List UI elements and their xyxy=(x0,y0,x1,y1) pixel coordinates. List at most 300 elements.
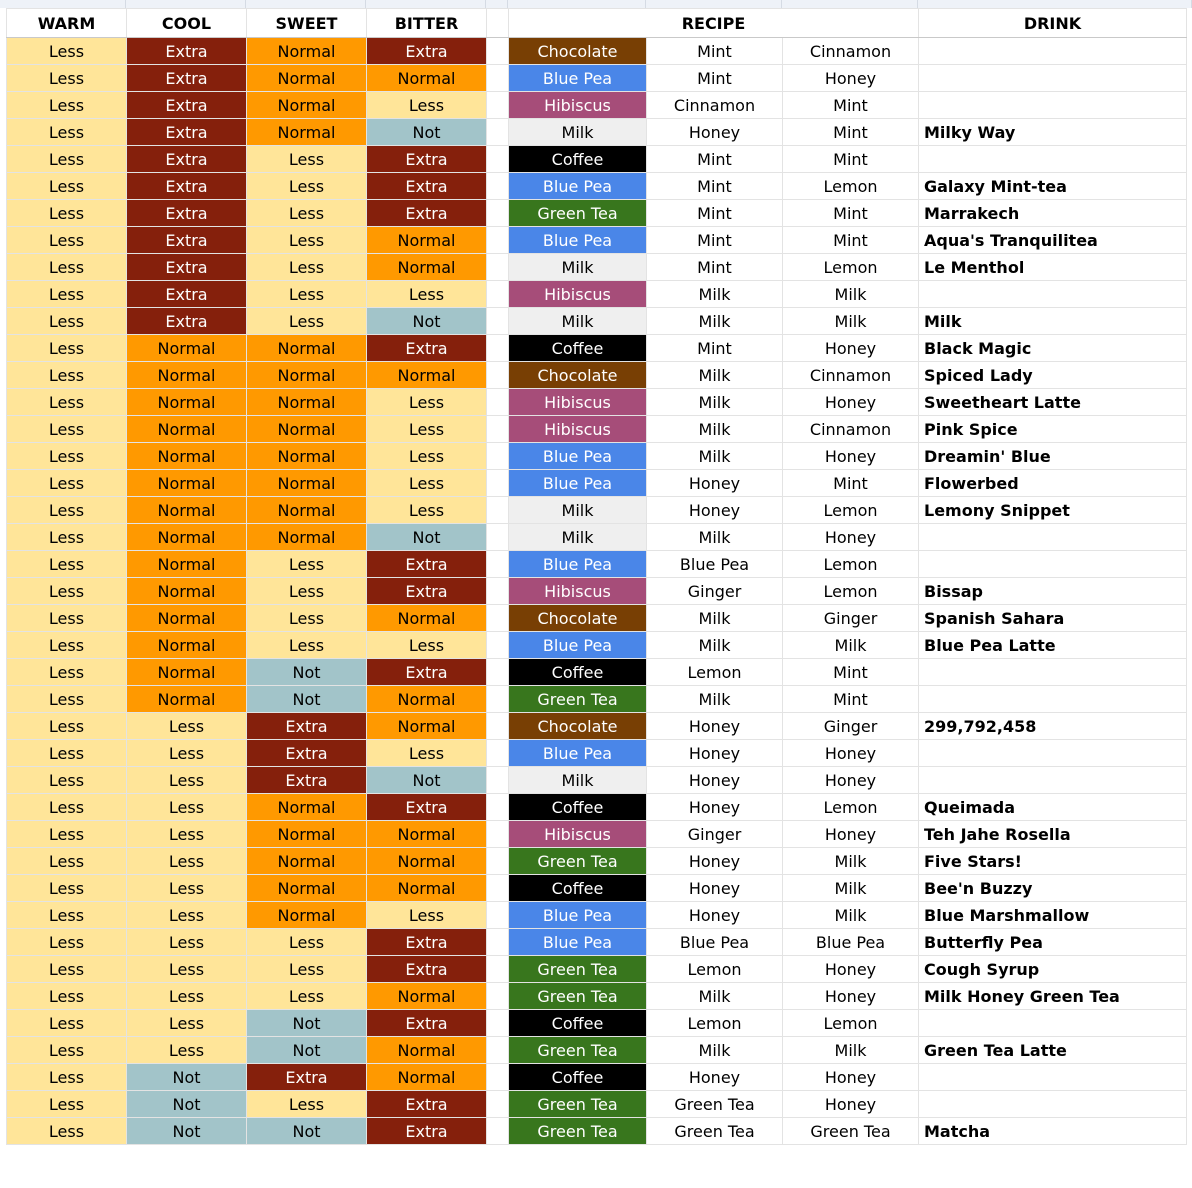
sweet-cell[interactable]: Normal xyxy=(247,821,367,848)
warm-cell[interactable]: Less xyxy=(7,605,127,632)
bitter-cell[interactable]: Normal xyxy=(367,65,487,92)
warm-cell[interactable]: Less xyxy=(7,713,127,740)
warm-cell[interactable]: Less xyxy=(7,902,127,929)
spacer-cell[interactable] xyxy=(487,470,509,497)
drink-name-cell[interactable]: Pink Spice xyxy=(919,416,1187,443)
cool-cell[interactable]: Normal xyxy=(127,416,247,443)
spacer-cell[interactable] xyxy=(487,38,509,65)
spacer-cell[interactable] xyxy=(487,362,509,389)
ingredient-1-cell[interactable]: Mint xyxy=(647,335,783,362)
drink-name-cell[interactable] xyxy=(919,551,1187,578)
sweet-cell[interactable]: Normal xyxy=(247,497,367,524)
ingredient-1-cell[interactable]: Honey xyxy=(647,1064,783,1091)
ingredient-2-cell[interactable]: Ginger xyxy=(783,605,919,632)
spacer-cell[interactable] xyxy=(487,605,509,632)
base-ingredient-cell[interactable]: Blue Pea xyxy=(509,632,647,659)
bitter-cell[interactable]: Less xyxy=(367,902,487,929)
ingredient-2-cell[interactable]: Mint xyxy=(783,92,919,119)
spacer-cell[interactable] xyxy=(487,497,509,524)
drink-name-cell[interactable]: Sweetheart Latte xyxy=(919,389,1187,416)
base-ingredient-cell[interactable]: Milk xyxy=(509,254,647,281)
cool-cell[interactable]: Extra xyxy=(127,254,247,281)
ingredient-2-cell[interactable]: Honey xyxy=(783,524,919,551)
drink-name-cell[interactable] xyxy=(919,1064,1187,1091)
bitter-cell[interactable]: Not xyxy=(367,119,487,146)
warm-cell[interactable]: Less xyxy=(7,632,127,659)
base-ingredient-cell[interactable]: Blue Pea xyxy=(509,740,647,767)
ingredient-1-cell[interactable]: Milk xyxy=(647,416,783,443)
bitter-cell[interactable]: Normal xyxy=(367,713,487,740)
ingredient-1-cell[interactable]: Blue Pea xyxy=(647,551,783,578)
cool-cell[interactable]: Normal xyxy=(127,659,247,686)
ingredient-2-cell[interactable]: Mint xyxy=(783,200,919,227)
ingredient-2-cell[interactable]: Cinnamon xyxy=(783,38,919,65)
cool-cell[interactable]: Extra xyxy=(127,65,247,92)
spacer-cell[interactable] xyxy=(487,146,509,173)
cool-cell[interactable]: Less xyxy=(127,983,247,1010)
sweet-cell[interactable]: Normal xyxy=(247,875,367,902)
bitter-cell[interactable]: Less xyxy=(367,416,487,443)
spacer-cell[interactable] xyxy=(487,821,509,848)
bitter-cell[interactable]: Normal xyxy=(367,848,487,875)
ingredient-1-cell[interactable]: Lemon xyxy=(647,1010,783,1037)
ingredient-2-cell[interactable]: Milk xyxy=(783,848,919,875)
warm-cell[interactable]: Less xyxy=(7,92,127,119)
ingredient-1-cell[interactable]: Milk xyxy=(647,281,783,308)
ingredient-2-cell[interactable]: Lemon xyxy=(783,173,919,200)
cool-cell[interactable]: Extra xyxy=(127,173,247,200)
drink-name-cell[interactable]: Teh Jahe Rosella xyxy=(919,821,1187,848)
ingredient-1-cell[interactable]: Honey xyxy=(647,119,783,146)
column-header-cool-col[interactable] xyxy=(126,0,246,8)
drink-name-cell[interactable]: Cough Syrup xyxy=(919,956,1187,983)
spacer-cell[interactable] xyxy=(487,956,509,983)
bitter-cell[interactable]: Less xyxy=(367,632,487,659)
cool-cell[interactable]: Normal xyxy=(127,389,247,416)
base-ingredient-cell[interactable]: Chocolate xyxy=(509,713,647,740)
base-ingredient-cell[interactable]: Coffee xyxy=(509,794,647,821)
sweet-cell[interactable]: Less xyxy=(247,1091,367,1118)
ingredient-1-cell[interactable]: Honey xyxy=(647,794,783,821)
cool-cell[interactable]: Less xyxy=(127,767,247,794)
sweet-cell[interactable]: Not xyxy=(247,686,367,713)
sweet-cell[interactable]: Normal xyxy=(247,524,367,551)
sweet-cell[interactable]: Less xyxy=(247,929,367,956)
spacer-cell[interactable] xyxy=(487,902,509,929)
cool-cell[interactable]: Less xyxy=(127,794,247,821)
ingredient-1-cell[interactable]: Mint xyxy=(647,65,783,92)
sweet-cell[interactable]: Less xyxy=(247,551,367,578)
cool-cell[interactable]: Not xyxy=(127,1064,247,1091)
base-ingredient-cell[interactable]: Hibiscus xyxy=(509,281,647,308)
drink-name-cell[interactable]: Spiced Lady xyxy=(919,362,1187,389)
cool-cell[interactable]: Normal xyxy=(127,524,247,551)
drink-name-cell[interactable]: Bissap xyxy=(919,578,1187,605)
spacer-cell[interactable] xyxy=(487,740,509,767)
sweet-cell[interactable]: Normal xyxy=(247,389,367,416)
base-ingredient-cell[interactable]: Blue Pea xyxy=(509,173,647,200)
warm-cell[interactable]: Less xyxy=(7,1037,127,1064)
cool-cell[interactable]: Extra xyxy=(127,92,247,119)
cool-cell[interactable]: Normal xyxy=(127,497,247,524)
sweet-cell[interactable]: Extra xyxy=(247,1064,367,1091)
ingredient-1-cell[interactable]: Milk xyxy=(647,362,783,389)
sweet-cell[interactable]: Less xyxy=(247,983,367,1010)
ingredient-1-cell[interactable]: Milk xyxy=(647,308,783,335)
bitter-cell[interactable]: Less xyxy=(367,92,487,119)
bitter-cell[interactable]: Extra xyxy=(367,956,487,983)
ingredient-2-cell[interactable]: Honey xyxy=(783,956,919,983)
spacer-cell[interactable] xyxy=(487,227,509,254)
bitter-cell[interactable]: Normal xyxy=(367,875,487,902)
spacer-cell[interactable] xyxy=(487,1118,509,1145)
column-header-base-col[interactable] xyxy=(508,0,646,8)
ingredient-1-cell[interactable]: Cinnamon xyxy=(647,92,783,119)
warm-cell[interactable]: Less xyxy=(7,443,127,470)
drink-name-cell[interactable] xyxy=(919,524,1187,551)
drink-name-cell[interactable]: Black Magic xyxy=(919,335,1187,362)
sweet-cell[interactable]: Normal xyxy=(247,362,367,389)
ingredient-1-cell[interactable]: Mint xyxy=(647,173,783,200)
drink-name-cell[interactable]: Milky Way xyxy=(919,119,1187,146)
spacer-cell[interactable] xyxy=(487,632,509,659)
ingredient-2-cell[interactable]: Honey xyxy=(783,65,919,92)
bitter-cell[interactable]: Normal xyxy=(367,362,487,389)
warm-cell[interactable]: Less xyxy=(7,551,127,578)
warm-cell[interactable]: Less xyxy=(7,254,127,281)
warm-cell[interactable]: Less xyxy=(7,659,127,686)
sweet-cell[interactable]: Extra xyxy=(247,767,367,794)
ingredient-1-cell[interactable]: Honey xyxy=(647,902,783,929)
bitter-cell[interactable]: Not xyxy=(367,767,487,794)
bitter-cell[interactable]: Less xyxy=(367,470,487,497)
ingredient-2-cell[interactable]: Lemon xyxy=(783,551,919,578)
sweet-cell[interactable]: Less xyxy=(247,173,367,200)
bitter-cell[interactable]: Less xyxy=(367,389,487,416)
warm-cell[interactable]: Less xyxy=(7,578,127,605)
bitter-cell[interactable]: Extra xyxy=(367,146,487,173)
base-ingredient-cell[interactable]: Green Tea xyxy=(509,956,647,983)
spacer-cell[interactable] xyxy=(487,983,509,1010)
spacer-cell[interactable] xyxy=(487,524,509,551)
column-header-sweet-col[interactable] xyxy=(246,0,366,8)
spacer-cell[interactable] xyxy=(487,659,509,686)
sweet-cell[interactable]: Extra xyxy=(247,740,367,767)
drink-name-cell[interactable]: Milk xyxy=(919,308,1187,335)
warm-cell[interactable]: Less xyxy=(7,200,127,227)
sweet-cell[interactable]: Normal xyxy=(247,65,367,92)
sweet-cell[interactable]: Not xyxy=(247,659,367,686)
cool-cell[interactable]: Extra xyxy=(127,119,247,146)
sweet-cell[interactable]: Extra xyxy=(247,713,367,740)
bitter-cell[interactable]: Extra xyxy=(367,794,487,821)
cool-cell[interactable]: Normal xyxy=(127,605,247,632)
column-header-spacer-col[interactable] xyxy=(486,0,508,8)
ingredient-1-cell[interactable]: Honey xyxy=(647,470,783,497)
cool-cell[interactable]: Extra xyxy=(127,227,247,254)
ingredient-1-cell[interactable]: Ginger xyxy=(647,578,783,605)
spacer-cell[interactable] xyxy=(487,1091,509,1118)
sweet-cell[interactable]: Less xyxy=(247,578,367,605)
header-drink[interactable]: DRINK xyxy=(919,9,1187,38)
sweet-cell[interactable]: Not xyxy=(247,1010,367,1037)
warm-cell[interactable]: Less xyxy=(7,119,127,146)
warm-cell[interactable]: Less xyxy=(7,1010,127,1037)
spacer-cell[interactable] xyxy=(487,335,509,362)
base-ingredient-cell[interactable]: Hibiscus xyxy=(509,821,647,848)
bitter-cell[interactable]: Extra xyxy=(367,1091,487,1118)
spacer-cell[interactable] xyxy=(487,1064,509,1091)
spacer-cell[interactable] xyxy=(487,1010,509,1037)
ingredient-2-cell[interactable]: Honey xyxy=(783,1091,919,1118)
ingredient-1-cell[interactable]: Mint xyxy=(647,38,783,65)
warm-cell[interactable]: Less xyxy=(7,146,127,173)
base-ingredient-cell[interactable]: Milk xyxy=(509,308,647,335)
drink-name-cell[interactable]: Aqua's Tranquilitea xyxy=(919,227,1187,254)
base-ingredient-cell[interactable]: Blue Pea xyxy=(509,227,647,254)
cool-cell[interactable]: Not xyxy=(127,1091,247,1118)
bitter-cell[interactable]: Normal xyxy=(367,686,487,713)
ingredient-2-cell[interactable]: Mint xyxy=(783,470,919,497)
cool-cell[interactable]: Normal xyxy=(127,470,247,497)
sweet-cell[interactable]: Less xyxy=(247,254,367,281)
spacer-cell[interactable] xyxy=(487,308,509,335)
header-spacer[interactable] xyxy=(487,9,509,38)
drink-name-cell[interactable]: Five Stars! xyxy=(919,848,1187,875)
column-header-ing2-col[interactable] xyxy=(782,0,918,8)
warm-cell[interactable]: Less xyxy=(7,794,127,821)
column-header-warm-col[interactable] xyxy=(0,0,126,8)
sweet-cell[interactable]: Normal xyxy=(247,794,367,821)
ingredient-1-cell[interactable]: Honey xyxy=(647,875,783,902)
ingredient-1-cell[interactable]: Milk xyxy=(647,389,783,416)
warm-cell[interactable]: Less xyxy=(7,227,127,254)
ingredient-1-cell[interactable]: Mint xyxy=(647,227,783,254)
spacer-cell[interactable] xyxy=(487,65,509,92)
ingredient-2-cell[interactable]: Ginger xyxy=(783,713,919,740)
ingredient-2-cell[interactable]: Milk xyxy=(783,1037,919,1064)
drink-name-cell[interactable]: Queimada xyxy=(919,794,1187,821)
base-ingredient-cell[interactable]: Blue Pea xyxy=(509,551,647,578)
sweet-cell[interactable]: Not xyxy=(247,1037,367,1064)
cool-cell[interactable]: Normal xyxy=(127,578,247,605)
ingredient-1-cell[interactable]: Lemon xyxy=(647,956,783,983)
ingredient-1-cell[interactable]: Milk xyxy=(647,1037,783,1064)
drink-name-cell[interactable] xyxy=(919,65,1187,92)
spacer-cell[interactable] xyxy=(487,92,509,119)
bitter-cell[interactable]: Not xyxy=(367,308,487,335)
warm-cell[interactable]: Less xyxy=(7,1091,127,1118)
warm-cell[interactable]: Less xyxy=(7,740,127,767)
sweet-cell[interactable]: Less xyxy=(247,956,367,983)
bitter-cell[interactable]: Extra xyxy=(367,173,487,200)
ingredient-2-cell[interactable]: Lemon xyxy=(783,578,919,605)
ingredient-2-cell[interactable]: Milk xyxy=(783,632,919,659)
spacer-cell[interactable] xyxy=(487,578,509,605)
bitter-cell[interactable]: Extra xyxy=(367,659,487,686)
ingredient-2-cell[interactable]: Mint xyxy=(783,227,919,254)
drink-name-cell[interactable] xyxy=(919,740,1187,767)
drink-name-cell[interactable] xyxy=(919,146,1187,173)
sweet-cell[interactable]: Less xyxy=(247,281,367,308)
sweet-cell[interactable]: Less xyxy=(247,605,367,632)
sweet-cell[interactable]: Normal xyxy=(247,92,367,119)
base-ingredient-cell[interactable]: Chocolate xyxy=(509,605,647,632)
ingredient-2-cell[interactable]: Milk xyxy=(783,902,919,929)
ingredient-1-cell[interactable]: Blue Pea xyxy=(647,929,783,956)
drink-name-cell[interactable]: Butterfly Pea xyxy=(919,929,1187,956)
bitter-cell[interactable]: Normal xyxy=(367,983,487,1010)
drink-name-cell[interactable] xyxy=(919,38,1187,65)
sweet-cell[interactable]: Less xyxy=(247,227,367,254)
cool-cell[interactable]: Extra xyxy=(127,200,247,227)
spacer-cell[interactable] xyxy=(487,1037,509,1064)
warm-cell[interactable]: Less xyxy=(7,497,127,524)
base-ingredient-cell[interactable]: Green Tea xyxy=(509,200,647,227)
ingredient-1-cell[interactable]: Milk xyxy=(647,443,783,470)
spacer-cell[interactable] xyxy=(487,443,509,470)
ingredient-1-cell[interactable]: Mint xyxy=(647,146,783,173)
cool-cell[interactable]: Less xyxy=(127,956,247,983)
base-ingredient-cell[interactable]: Hibiscus xyxy=(509,416,647,443)
bitter-cell[interactable]: Less xyxy=(367,443,487,470)
ingredient-1-cell[interactable]: Milk xyxy=(647,605,783,632)
bitter-cell[interactable]: Normal xyxy=(367,1037,487,1064)
spacer-cell[interactable] xyxy=(487,767,509,794)
drink-name-cell[interactable]: Lemony Snippet xyxy=(919,497,1187,524)
ingredient-2-cell[interactable]: Honey xyxy=(783,767,919,794)
bitter-cell[interactable]: Normal xyxy=(367,821,487,848)
warm-cell[interactable]: Less xyxy=(7,173,127,200)
ingredient-1-cell[interactable]: Lemon xyxy=(647,659,783,686)
base-ingredient-cell[interactable]: Blue Pea xyxy=(509,470,647,497)
base-ingredient-cell[interactable]: Coffee xyxy=(509,659,647,686)
ingredient-2-cell[interactable]: Lemon xyxy=(783,1010,919,1037)
ingredient-2-cell[interactable]: Mint xyxy=(783,119,919,146)
spacer-cell[interactable] xyxy=(487,281,509,308)
ingredient-2-cell[interactable]: Lemon xyxy=(783,254,919,281)
sweet-cell[interactable]: Less xyxy=(247,308,367,335)
base-ingredient-cell[interactable]: Coffee xyxy=(509,1064,647,1091)
bitter-cell[interactable]: Normal xyxy=(367,605,487,632)
sweet-cell[interactable]: Normal xyxy=(247,38,367,65)
drink-name-cell[interactable]: Blue Marshmallow xyxy=(919,902,1187,929)
drink-name-cell[interactable]: 299,792,458 xyxy=(919,713,1187,740)
base-ingredient-cell[interactable]: Green Tea xyxy=(509,1118,647,1145)
drink-name-cell[interactable]: Marrakech xyxy=(919,200,1187,227)
cool-cell[interactable]: Extra xyxy=(127,308,247,335)
cool-cell[interactable]: Extra xyxy=(127,281,247,308)
base-ingredient-cell[interactable]: Hibiscus xyxy=(509,578,647,605)
base-ingredient-cell[interactable]: Milk xyxy=(509,497,647,524)
ingredient-1-cell[interactable]: Green Tea xyxy=(647,1118,783,1145)
spacer-cell[interactable] xyxy=(487,848,509,875)
warm-cell[interactable]: Less xyxy=(7,956,127,983)
cool-cell[interactable]: Normal xyxy=(127,632,247,659)
bitter-cell[interactable]: Not xyxy=(367,524,487,551)
cool-cell[interactable]: Normal xyxy=(127,686,247,713)
ingredient-1-cell[interactable]: Ginger xyxy=(647,821,783,848)
drink-name-cell[interactable]: Bee'n Buzzy xyxy=(919,875,1187,902)
bitter-cell[interactable]: Extra xyxy=(367,38,487,65)
bitter-cell[interactable]: Extra xyxy=(367,335,487,362)
cool-cell[interactable]: Less xyxy=(127,848,247,875)
warm-cell[interactable]: Less xyxy=(7,362,127,389)
base-ingredient-cell[interactable]: Milk xyxy=(509,524,647,551)
bitter-cell[interactable]: Less xyxy=(367,497,487,524)
ingredient-2-cell[interactable]: Honey xyxy=(783,1064,919,1091)
spacer-cell[interactable] xyxy=(487,173,509,200)
warm-cell[interactable]: Less xyxy=(7,281,127,308)
ingredient-2-cell[interactable]: Green Tea xyxy=(783,1118,919,1145)
ingredient-2-cell[interactable]: Cinnamon xyxy=(783,362,919,389)
ingredient-1-cell[interactable]: Milk xyxy=(647,983,783,1010)
ingredient-2-cell[interactable]: Milk xyxy=(783,308,919,335)
drink-name-cell[interactable]: Flowerbed xyxy=(919,470,1187,497)
spacer-cell[interactable] xyxy=(487,929,509,956)
spacer-cell[interactable] xyxy=(487,416,509,443)
base-ingredient-cell[interactable]: Milk xyxy=(509,119,647,146)
column-header-bitter-col[interactable] xyxy=(366,0,486,8)
base-ingredient-cell[interactable]: Green Tea xyxy=(509,848,647,875)
warm-cell[interactable]: Less xyxy=(7,524,127,551)
drink-name-cell[interactable]: Galaxy Mint-tea xyxy=(919,173,1187,200)
ingredient-2-cell[interactable]: Honey xyxy=(783,740,919,767)
cool-cell[interactable]: Not xyxy=(127,1118,247,1145)
bitter-cell[interactable]: Normal xyxy=(367,254,487,281)
drink-name-cell[interactable]: Blue Pea Latte xyxy=(919,632,1187,659)
base-ingredient-cell[interactable]: Chocolate xyxy=(509,362,647,389)
base-ingredient-cell[interactable]: Coffee xyxy=(509,146,647,173)
ingredient-2-cell[interactable]: Milk xyxy=(783,281,919,308)
base-ingredient-cell[interactable]: Hibiscus xyxy=(509,389,647,416)
base-ingredient-cell[interactable]: Coffee xyxy=(509,875,647,902)
ingredient-2-cell[interactable]: Honey xyxy=(783,983,919,1010)
cool-cell[interactable]: Less xyxy=(127,713,247,740)
cool-cell[interactable]: Normal xyxy=(127,443,247,470)
base-ingredient-cell[interactable]: Green Tea xyxy=(509,983,647,1010)
ingredient-2-cell[interactable]: Mint xyxy=(783,659,919,686)
ingredient-1-cell[interactable]: Honey xyxy=(647,848,783,875)
ingredient-2-cell[interactable]: Mint xyxy=(783,686,919,713)
warm-cell[interactable]: Less xyxy=(7,875,127,902)
spacer-cell[interactable] xyxy=(487,389,509,416)
warm-cell[interactable]: Less xyxy=(7,1118,127,1145)
warm-cell[interactable]: Less xyxy=(7,983,127,1010)
column-header-drink-col[interactable] xyxy=(918,0,1192,8)
warm-cell[interactable]: Less xyxy=(7,1064,127,1091)
drink-name-cell[interactable] xyxy=(919,767,1187,794)
ingredient-2-cell[interactable]: Mint xyxy=(783,146,919,173)
cool-cell[interactable]: Less xyxy=(127,875,247,902)
ingredient-1-cell[interactable]: Honey xyxy=(647,767,783,794)
ingredient-2-cell[interactable]: Cinnamon xyxy=(783,416,919,443)
drink-name-cell[interactable] xyxy=(919,686,1187,713)
bitter-cell[interactable]: Extra xyxy=(367,578,487,605)
spacer-cell[interactable] xyxy=(487,686,509,713)
header-cool[interactable]: COOL xyxy=(127,9,247,38)
warm-cell[interactable]: Less xyxy=(7,821,127,848)
base-ingredient-cell[interactable]: Coffee xyxy=(509,1010,647,1037)
ingredient-2-cell[interactable]: Honey xyxy=(783,389,919,416)
cool-cell[interactable]: Less xyxy=(127,740,247,767)
ingredient-1-cell[interactable]: Mint xyxy=(647,200,783,227)
base-ingredient-cell[interactable]: Hibiscus xyxy=(509,92,647,119)
warm-cell[interactable]: Less xyxy=(7,686,127,713)
warm-cell[interactable]: Less xyxy=(7,335,127,362)
bitter-cell[interactable]: Extra xyxy=(367,551,487,578)
cool-cell[interactable]: Normal xyxy=(127,335,247,362)
